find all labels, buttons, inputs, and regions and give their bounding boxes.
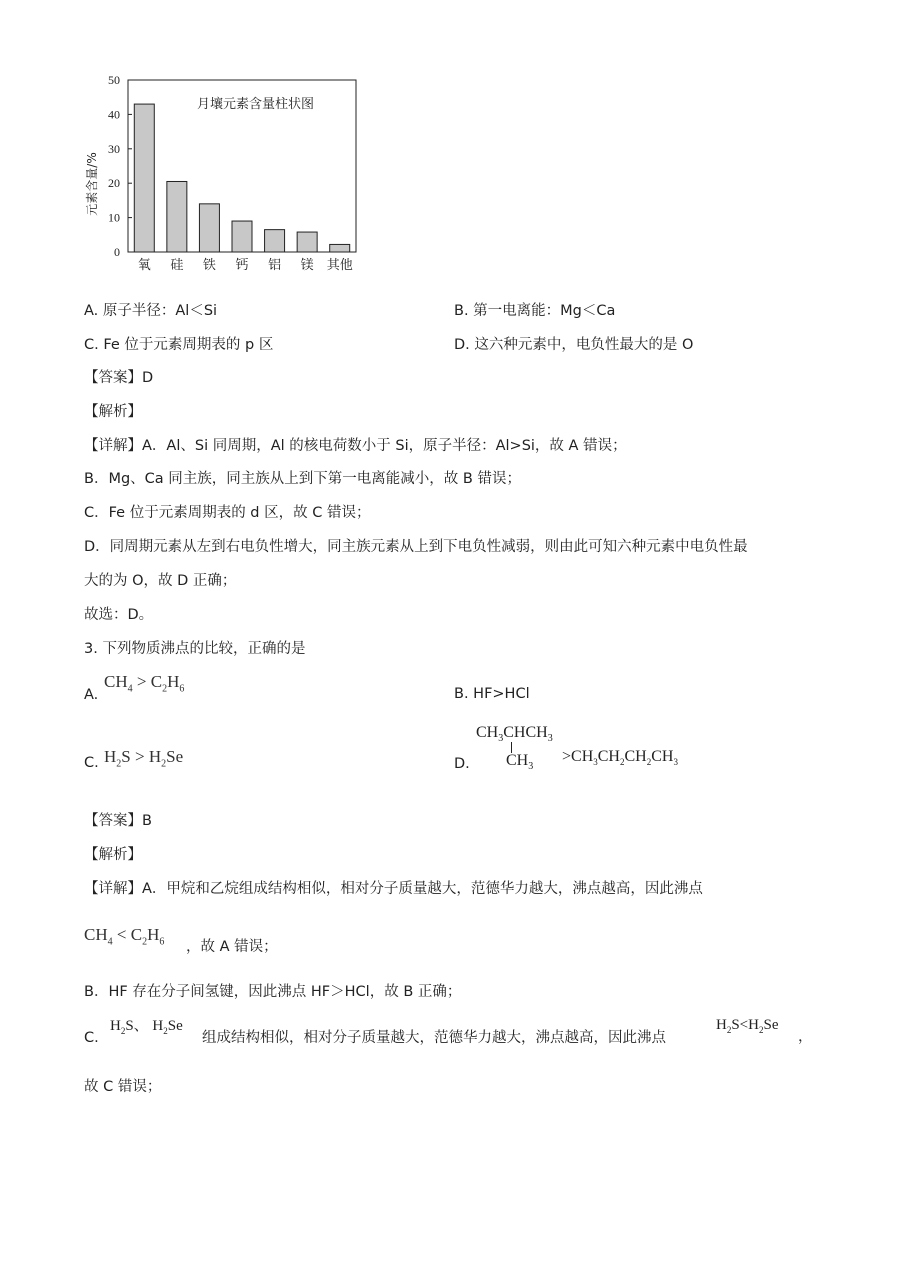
bar-氧: [134, 104, 154, 252]
x-tick-label: 其他: [326, 258, 353, 273]
q3-detail-c-comparison: $H_2S<H_2Se$: [716, 1017, 779, 1035]
q3-option-a-label: A.: [84, 687, 99, 703]
q3-answer: 【答案】B: [84, 813, 152, 829]
bar-硅: [167, 181, 187, 252]
y-axis-label: 元素含量/%: [85, 152, 99, 216]
q2-conclusion: 故选：D。: [84, 607, 154, 623]
q2-detail-b: B．Mg、Ca 同主族，同主族从上到下第一电离能减小，故 B 错误；: [84, 471, 521, 487]
x-tick-label: 氧: [137, 258, 151, 273]
x-tick-label: 铁: [202, 258, 216, 273]
q3-option-d-structure: $CH_3CHCH_3$ $CH_3$ $>CH_3CH_2CH_2CH_3$: [476, 724, 678, 773]
q2-analysis-heading: 【解析】: [84, 404, 142, 420]
q3-stem: 3. 下列物质沸点的比较，正确的是: [84, 641, 306, 657]
q3-detail-a-end: ，故 A 错误；: [186, 939, 278, 955]
q2-detail-d-line2: 大的为 O，故 D 正确；: [84, 573, 237, 589]
q3-detail-c-formulas: $H_2S$、 $H_2Se$: [110, 1018, 183, 1036]
bar-钙: [232, 221, 252, 252]
q2-detail-c: C．Fe 位于元素周期表的 d 区，故 C 错误；: [84, 505, 371, 521]
q3-option-c-label: C.: [84, 755, 99, 771]
q2-option-c: C. Fe 位于元素周期表的 p 区: [84, 337, 274, 353]
x-tick-label: 铝: [268, 258, 282, 273]
q2-option-d: D. 这六种元素中，电负性最大的是 O: [454, 337, 694, 353]
q2-option-b: B. 第一电离能：Mg＜Ca: [454, 303, 616, 319]
q3-option-a-formula: $CH_4 > C_2H_6$: [104, 672, 185, 695]
q3-option-d-label: D.: [454, 756, 470, 772]
q3-detail-c-label: C.: [84, 1030, 99, 1046]
q3-detail-a-formula: $CH_4 < C_2H_6$: [84, 925, 165, 948]
bar-铁: [199, 204, 219, 252]
q3-detail-c-end: 故 C 错误；: [84, 1079, 162, 1095]
y-tick-label: 50: [108, 73, 120, 87]
q2-detail-d-line1: D．同周期元素从左到右电负性增大，同主族元素从上到下电负性减弱，则由此可知六种元素中电负性最: [84, 539, 748, 555]
q2-detail-a: 【详解】A．Al、Si 同周期，Al 的核电荷数小于 Si，原子半径：Al>Si，故 A 错误；: [84, 438, 627, 454]
q2-option-a: A. 原子半径：Al＜Si: [84, 303, 218, 319]
element-content-bar-chart: [80, 72, 370, 282]
y-tick-label: 20: [108, 176, 120, 191]
y-tick-label: 40: [108, 107, 120, 122]
x-tick-label: 钙: [235, 258, 249, 273]
x-tick-label: 硅: [170, 258, 184, 273]
q3-option-b: B. HF>HCl: [454, 686, 530, 702]
q3-detail-c-comma: ，: [798, 1029, 813, 1045]
q3-detail-c-text: 组成结构相似，相对分子质量越大，范德华力越大，沸点越高，因此沸点: [202, 1030, 666, 1046]
bar-镁: [297, 232, 317, 252]
x-tick-label: 镁: [300, 258, 314, 273]
bar-其他: [330, 244, 350, 252]
q3-option-c-formula: $H_2S > H_2Se$: [104, 747, 184, 770]
bar-铝: [265, 230, 285, 252]
q3-detail-a: 【详解】A．甲烷和乙烷组成结构相似，相对分子质量越大，范德华力越大，沸点越高，因此沸点: [84, 881, 703, 897]
q3-detail-b: B．HF 存在分子间氢键，因此沸点 HF＞HCl，故 B 正确；: [84, 984, 462, 1000]
y-tick-label: 10: [108, 210, 120, 225]
q3-analysis-heading: 【解析】: [84, 847, 142, 863]
chart-title: 月壤元素含量柱状图: [197, 97, 315, 112]
y-tick-label: 30: [108, 141, 120, 156]
y-tick-label: 0: [114, 245, 120, 259]
q2-answer: 【答案】D: [84, 370, 154, 386]
